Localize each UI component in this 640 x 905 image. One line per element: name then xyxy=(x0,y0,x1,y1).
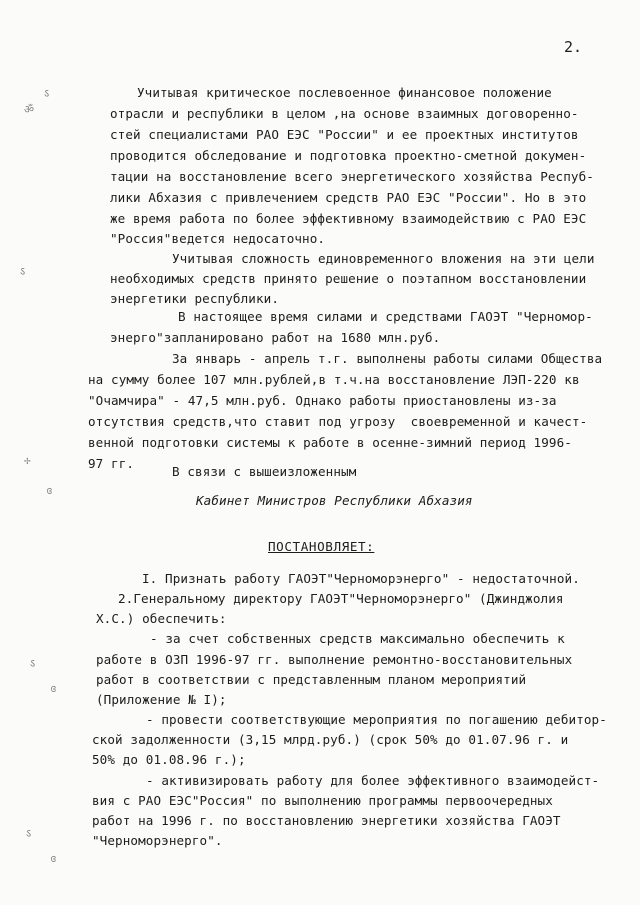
scan-speck: ऽ xyxy=(20,265,26,278)
decree-title: ПОСТАНОВЛЯЕТ: xyxy=(268,539,375,554)
decree-item-1: I. Признать работу ГАОЭТ"Черноморэнерго" - недостаточной. xyxy=(142,571,580,586)
text-line: же время работа по более эффективному взаимодействию с РАО ЕЭС xyxy=(110,211,587,226)
text-line: энергетики республики. xyxy=(110,291,280,306)
text-line: венной подготовки системы к работе в осенне-зимний период 1996- xyxy=(88,435,572,450)
issuing-authority: Кабинет Министров Республики Абхазия xyxy=(196,493,473,508)
scan-speck: ɞ xyxy=(46,484,53,497)
text-line: В настоящее время силами и средствами ГАОЭТ "Черномор- xyxy=(178,309,593,324)
subitem-line: ской задолженности (3,15 млрд.руб.) (срок 50% до 01.07.96 г. и xyxy=(92,732,569,747)
text-line: За январь - апрель т.г. выполнены работы силами Общества xyxy=(172,351,603,366)
decree-item-2: 2.Генеральному директору ГАОЭТ"Черноморэнерго" (Джинджолия xyxy=(118,591,564,606)
text-line: необходимых средств принято решение о поэтапном восстановлении xyxy=(110,271,587,286)
subitem-line: вия с РАО ЕЭС"Россия" по выполнению программы первоочередных xyxy=(92,793,553,808)
scan-speck: ऽ xyxy=(30,657,36,670)
text-line: проводится обследование и подготовка проектно-сметной докумен- xyxy=(110,148,587,163)
scan-speck: ॐ xyxy=(24,103,35,116)
text-line: энерго"запланировано работ на 1680 млн.руб. xyxy=(110,330,441,345)
text-line: лики Абхазия с привлечением средств РАО ЕЭС "России". Но в это xyxy=(110,190,587,205)
text-line: отрасли и республики в целом ,на основе взаимных договоренно- xyxy=(110,106,579,121)
text-line: 97 гг. xyxy=(88,456,135,471)
text-line: на сумму более 107 млн.рублей,в т.ч.на восстановление ЛЭП-220 кв xyxy=(88,372,580,387)
subitem-line: работ в соответствии с представленным планом мероприятий xyxy=(96,672,527,687)
text-line: Учитывая критическое послевоенное финансовое положение xyxy=(137,85,552,100)
subitem-line: - провести соответствующие мероприятия по погашению дебитор- xyxy=(146,712,607,727)
scan-speck: ऽ xyxy=(26,827,32,840)
text-line: В связи с вышеизложенным xyxy=(172,464,357,479)
subitem-line: - за счет собственных средств максимально обеспечить к xyxy=(150,631,565,646)
subitem-line: "Черноморэнерго". xyxy=(92,833,223,848)
scan-speck: ɞ xyxy=(50,852,57,865)
decree-item-2: Х.С.) обеспечить: xyxy=(96,611,227,626)
subitem-line: 50% до 01.08.96 г.); xyxy=(92,752,246,767)
scan-speck: ɞ xyxy=(50,682,57,695)
subitem-line: работе в ОЗП 1996-97 гг. выполнение ремонтно-восстановительных xyxy=(96,652,573,667)
subitem-line: - активизировать работу для более эффективного взаимодейст- xyxy=(146,773,600,788)
text-line: "Очамчира" - 47,5 млн.руб. Однако работы приостановлены из-за xyxy=(88,393,557,408)
subitem-line: работ на 1996 г. по восстановлению энергетики хозяйства ГАОЭТ xyxy=(92,813,561,828)
text-line: отсутствия средств,что ставит под угрозу своевременной и качест- xyxy=(88,414,588,429)
page-number: 2. xyxy=(564,38,583,56)
subitem-line: (Приложение № I); xyxy=(96,692,227,707)
text-line: стей специалистами РАО ЕЭС "России" и ее проектных институтов xyxy=(110,127,579,142)
scan-speck: ऽ xyxy=(44,87,50,100)
text-line: Учитывая сложность единовременного вложения на эти цели xyxy=(172,251,595,266)
scan-speck: ✢ xyxy=(24,454,31,467)
text-line: "Россия"ведется недосаточно. xyxy=(110,231,326,246)
text-line: тации на восстановление всего энергетического хозяйства Респуб- xyxy=(110,169,594,184)
